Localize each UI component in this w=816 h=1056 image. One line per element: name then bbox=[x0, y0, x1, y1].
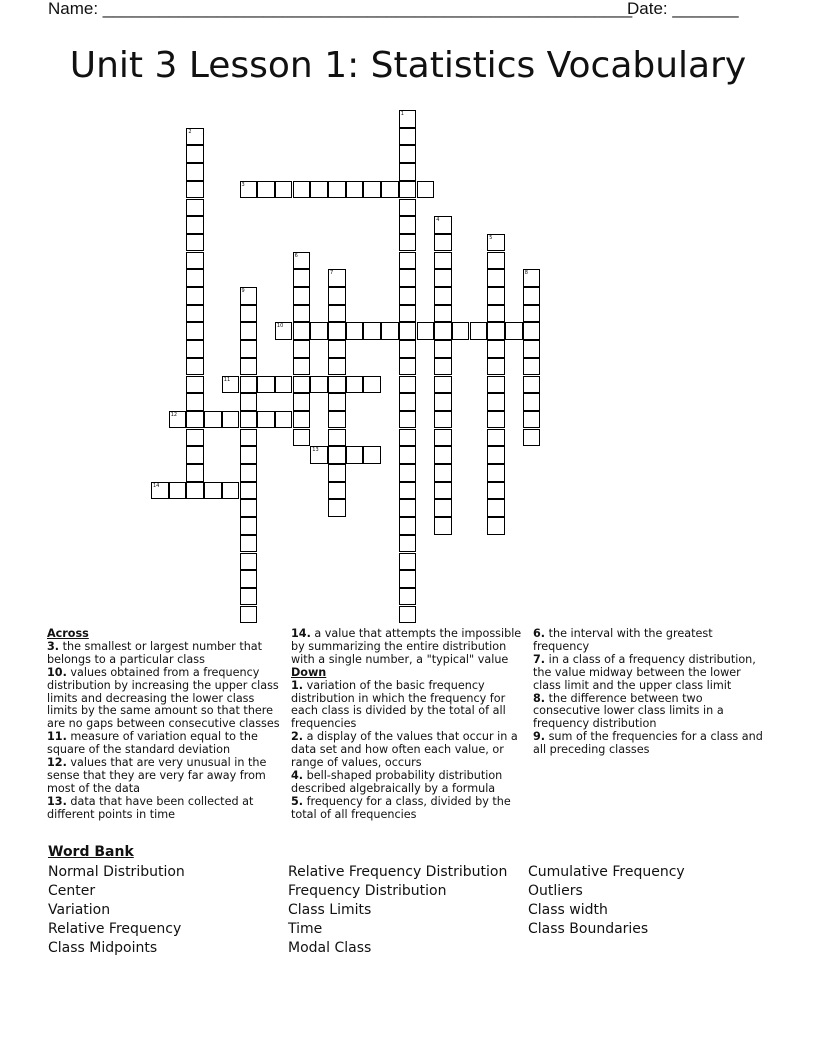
crossword-cell[interactable] bbox=[399, 358, 417, 376]
crossword-cell[interactable] bbox=[186, 216, 204, 234]
crossword-cell[interactable] bbox=[434, 322, 452, 340]
crossword-cell[interactable] bbox=[240, 535, 258, 553]
crossword-cell[interactable] bbox=[399, 376, 417, 394]
clue-number: 7 bbox=[330, 270, 334, 277]
crossword-cell[interactable] bbox=[399, 340, 417, 358]
word-bank-item: Modal Class bbox=[288, 940, 372, 956]
crossword-cell[interactable] bbox=[328, 287, 346, 305]
crossword-cell[interactable] bbox=[487, 358, 505, 376]
crossword-cell[interactable] bbox=[346, 376, 364, 394]
crossword-cell[interactable] bbox=[328, 181, 346, 199]
crossword-cell[interactable] bbox=[328, 482, 346, 500]
down-clue-8: 8. the difference between two consecutive lower class limits in a frequency distribution bbox=[533, 691, 724, 731]
crossword-cell[interactable] bbox=[186, 287, 204, 305]
crossword-cell[interactable] bbox=[399, 588, 417, 606]
clue-number: 11 bbox=[223, 376, 231, 383]
page-title: Unit 3 Lesson 1: Statistics Vocabulary bbox=[69, 45, 747, 86]
crossword-cell[interactable] bbox=[487, 305, 505, 323]
crossword-cell[interactable] bbox=[417, 181, 435, 199]
crossword-cell[interactable] bbox=[399, 199, 417, 217]
crossword-cell[interactable] bbox=[310, 446, 328, 464]
crossword-cell[interactable] bbox=[487, 269, 505, 287]
clue-number: 1 bbox=[400, 111, 404, 117]
crossword-cell[interactable] bbox=[434, 393, 452, 411]
crossword-cell[interactable] bbox=[293, 393, 311, 411]
crossword-cell[interactable] bbox=[363, 446, 381, 464]
down-clue-1: 1. variation of the basic frequency distribution in which the frequency for each class is divided by the total of all frequencies bbox=[291, 678, 506, 731]
crossword-cell[interactable] bbox=[257, 376, 275, 394]
crossword-cell[interactable] bbox=[487, 446, 505, 464]
crossword-cell[interactable] bbox=[310, 376, 328, 394]
clue-number: 2 bbox=[188, 128, 192, 135]
crossword-cell[interactable] bbox=[399, 128, 417, 146]
crossword-cell[interactable] bbox=[240, 358, 258, 376]
down-heading: Down bbox=[291, 665, 327, 679]
crossword-cell[interactable] bbox=[399, 252, 417, 270]
crossword-cell[interactable] bbox=[204, 482, 222, 500]
crossword-cell[interactable] bbox=[399, 482, 417, 500]
word-bank-item: Cumulative Frequency bbox=[528, 864, 685, 880]
crossword-cell[interactable] bbox=[346, 181, 364, 199]
word-bank-item: Variation bbox=[48, 902, 111, 918]
word-bank-item: Center bbox=[48, 883, 96, 899]
crossword-cell[interactable] bbox=[169, 411, 187, 429]
crossword-cell[interactable] bbox=[328, 305, 346, 323]
clue-number: 5 bbox=[489, 234, 493, 241]
crossword-cell[interactable] bbox=[417, 322, 435, 340]
crossword-cell[interactable] bbox=[434, 305, 452, 323]
crossword-cell[interactable] bbox=[310, 181, 328, 199]
crossword-cell[interactable] bbox=[523, 393, 541, 411]
word-bank-item: Class Limits bbox=[288, 902, 372, 918]
crossword-cell[interactable] bbox=[240, 553, 258, 571]
crossword-cell[interactable] bbox=[186, 411, 204, 429]
across-clue-10: 10. values obtained from a frequency distribution by increasing the upper class limits and decreasing the lower class limits by the same amount so that there are no gaps between consecutive classes bbox=[47, 665, 280, 731]
crossword-cell[interactable] bbox=[328, 446, 346, 464]
word-bank-item: Time bbox=[288, 921, 323, 937]
crossword-cell[interactable] bbox=[186, 340, 204, 358]
crossword-cell[interactable] bbox=[523, 269, 541, 287]
crossword-cell[interactable] bbox=[399, 446, 417, 464]
across-clue-11: 11. measure of variation equal to the square of the standard deviation bbox=[47, 730, 258, 757]
word-bank-title: Word Bank bbox=[48, 844, 134, 860]
crossword-cell[interactable] bbox=[328, 499, 346, 517]
crossword-cell[interactable] bbox=[399, 464, 417, 482]
down-clue-2: 2. a display of the values that occur in a data set and how often each value, or range of values, occurs bbox=[291, 730, 518, 770]
word-bank-grid bbox=[48, 863, 778, 958]
clue-number: 14 bbox=[153, 482, 160, 489]
crossword-cell[interactable] bbox=[487, 252, 505, 270]
crossword-cell[interactable] bbox=[523, 429, 541, 447]
crossword-cell[interactable] bbox=[434, 446, 452, 464]
clue-number: 8 bbox=[524, 270, 528, 277]
crossword-cell[interactable] bbox=[399, 110, 417, 128]
crossword-cell[interactable] bbox=[470, 322, 488, 340]
crossword-cell[interactable] bbox=[434, 482, 452, 500]
crossword-cell[interactable] bbox=[346, 446, 364, 464]
crossword-cell[interactable] bbox=[186, 269, 204, 287]
crossword-cell[interactable] bbox=[240, 287, 258, 305]
crossword-cell[interactable] bbox=[328, 429, 346, 447]
crossword-cell[interactable] bbox=[381, 322, 399, 340]
crossword-cell[interactable] bbox=[363, 376, 381, 394]
crossword-cell[interactable] bbox=[434, 252, 452, 270]
word-bank-item: Outliers bbox=[528, 883, 583, 899]
across-clue-13: 13. data that have been collected at different points in time bbox=[47, 794, 254, 821]
crossword-cell[interactable] bbox=[434, 340, 452, 358]
crossword-cell[interactable] bbox=[240, 305, 258, 323]
crossword-cell[interactable] bbox=[434, 234, 452, 252]
crossword-cell[interactable] bbox=[293, 181, 311, 199]
crossword-cell[interactable] bbox=[399, 216, 417, 234]
crossword-cell[interactable] bbox=[151, 482, 169, 500]
crossword-cell[interactable] bbox=[240, 411, 258, 429]
crossword-cell[interactable] bbox=[399, 429, 417, 447]
crossword-cell[interactable] bbox=[381, 181, 399, 199]
crossword-cell[interactable] bbox=[293, 287, 311, 305]
clue-number: 3 bbox=[241, 181, 245, 188]
crossword-cell[interactable] bbox=[186, 305, 204, 323]
crossword-cell[interactable] bbox=[240, 517, 258, 535]
crossword-cell[interactable] bbox=[186, 393, 204, 411]
crossword-cell[interactable] bbox=[293, 429, 311, 447]
across-clue-14: 14. a value that attempts the impossible by summarizing the entire distribution with a single number, a "typical" value bbox=[291, 627, 522, 666]
clue-number: 12 bbox=[170, 411, 178, 418]
crossword-cell[interactable] bbox=[487, 464, 505, 482]
crossword-cell[interactable] bbox=[399, 393, 417, 411]
crossword-cell[interactable] bbox=[328, 269, 346, 287]
clue-number: 10 bbox=[276, 323, 284, 330]
crossword-cell[interactable] bbox=[487, 322, 505, 340]
crossword-cell[interactable] bbox=[240, 340, 258, 358]
crossword-cell[interactable] bbox=[487, 393, 505, 411]
clues-column-3 bbox=[533, 628, 771, 757]
crossword-cell[interactable] bbox=[523, 411, 541, 429]
clue-number: 9 bbox=[241, 288, 245, 294]
crossword-cell[interactable] bbox=[399, 570, 417, 588]
crossword-cell[interactable] bbox=[240, 376, 258, 394]
across-heading: Across bbox=[47, 627, 89, 640]
crossword-cell[interactable] bbox=[293, 358, 311, 376]
crossword-cell[interactable] bbox=[434, 376, 452, 394]
word-bank-item: Class Midpoints bbox=[48, 940, 158, 956]
crossword-cell[interactable] bbox=[399, 269, 417, 287]
crossword-cell[interactable] bbox=[240, 499, 258, 517]
crossword-cell[interactable] bbox=[293, 376, 311, 394]
crossword-cell[interactable] bbox=[310, 322, 328, 340]
crossword-cell[interactable] bbox=[222, 411, 240, 429]
crossword-cell[interactable] bbox=[399, 517, 417, 535]
crossword-cell[interactable] bbox=[487, 376, 505, 394]
crossword-cell[interactable] bbox=[186, 429, 204, 447]
across-clue-3: 3. the smallest or largest number that belongs to a particular class bbox=[47, 639, 263, 666]
crossword-cell[interactable] bbox=[434, 287, 452, 305]
crossword-cell[interactable] bbox=[186, 181, 204, 199]
word-bank-item: Class Boundaries bbox=[528, 921, 649, 937]
crossword-cell[interactable] bbox=[186, 163, 204, 181]
crossword-cell[interactable] bbox=[275, 376, 293, 394]
crossword-cell[interactable] bbox=[222, 376, 240, 394]
crossword-cell[interactable] bbox=[293, 411, 311, 429]
crossword-cell[interactable] bbox=[434, 269, 452, 287]
word-bank-item: Relative Frequency bbox=[48, 921, 182, 937]
crossword-cell[interactable] bbox=[399, 499, 417, 517]
crossword-cell[interactable] bbox=[240, 429, 258, 447]
crossword-cell[interactable] bbox=[434, 358, 452, 376]
clue-number: 6 bbox=[294, 252, 298, 259]
crossword-cell[interactable] bbox=[487, 411, 505, 429]
crossword-cell[interactable] bbox=[240, 322, 258, 340]
word-bank-item: Normal Distribution bbox=[48, 864, 185, 880]
crossword-cell[interactable] bbox=[399, 163, 417, 181]
crossword-cell[interactable] bbox=[487, 517, 505, 535]
crossword-cell[interactable] bbox=[434, 517, 452, 535]
crossword-cell[interactable] bbox=[434, 411, 452, 429]
clues-column-2 bbox=[291, 628, 529, 822]
crossword-cell[interactable] bbox=[487, 499, 505, 517]
crossword-cell[interactable] bbox=[523, 287, 541, 305]
crossword-cell[interactable] bbox=[487, 482, 505, 500]
crossword-cell[interactable] bbox=[293, 252, 311, 270]
crossword-cell[interactable] bbox=[399, 234, 417, 252]
crossword-cell[interactable] bbox=[523, 340, 541, 358]
down-clue-6: 6. the interval with the greatest frequency bbox=[533, 627, 713, 653]
crossword-cell[interactable] bbox=[399, 606, 417, 624]
crossword-cell[interactable] bbox=[399, 181, 417, 199]
crossword-cell[interactable] bbox=[240, 393, 258, 411]
across-clue-12: 12. values that are very unusual in the sense that they are very far away from most of the data bbox=[47, 756, 267, 795]
crossword-cell[interactable] bbox=[240, 446, 258, 464]
crossword-cell[interactable] bbox=[399, 411, 417, 429]
crossword-cell[interactable] bbox=[328, 340, 346, 358]
crossword-cell[interactable] bbox=[328, 322, 346, 340]
crossword-cell[interactable] bbox=[222, 482, 240, 500]
crossword-cell[interactable] bbox=[328, 358, 346, 376]
word-bank-item: Frequency Distribution bbox=[288, 883, 447, 899]
crossword-cell[interactable] bbox=[328, 376, 346, 394]
name-field-label[interactable]: Name: ________________________________________________________ bbox=[48, 0, 633, 18]
date-field-label[interactable]: Date: _______ bbox=[627, 0, 739, 18]
crossword-cell[interactable] bbox=[452, 322, 470, 340]
crossword-cell[interactable] bbox=[487, 234, 505, 252]
crossword-cell[interactable] bbox=[240, 464, 258, 482]
crossword-cell[interactable] bbox=[275, 411, 293, 429]
crossword-cell[interactable] bbox=[434, 216, 452, 234]
crossword-cell[interactable] bbox=[293, 269, 311, 287]
crossword-cell[interactable] bbox=[523, 358, 541, 376]
crossword-cell[interactable] bbox=[293, 340, 311, 358]
crossword-cell[interactable] bbox=[399, 305, 417, 323]
crossword-cell[interactable] bbox=[434, 499, 452, 517]
crossword-cell[interactable] bbox=[523, 305, 541, 323]
word-bank-item: Relative Frequency Distribution bbox=[288, 864, 508, 880]
crossword-cell[interactable] bbox=[186, 234, 204, 252]
crossword-cell[interactable] bbox=[505, 322, 523, 340]
crossword-cell[interactable] bbox=[328, 464, 346, 482]
crossword-cell[interactable] bbox=[186, 446, 204, 464]
clue-number: 13 bbox=[312, 447, 319, 454]
crossword-cell[interactable] bbox=[186, 464, 204, 482]
crossword-cell[interactable] bbox=[399, 145, 417, 163]
crossword-cell[interactable] bbox=[186, 482, 204, 500]
crossword-cell[interactable] bbox=[434, 429, 452, 447]
crossword-cell[interactable] bbox=[328, 411, 346, 429]
word-bank-item: Class width bbox=[528, 902, 608, 918]
crossword-cell[interactable] bbox=[186, 128, 204, 146]
down-clue-4: 4. bell-shaped probability distribution described algebraically by a formula bbox=[291, 768, 503, 795]
word-bank bbox=[48, 844, 778, 958]
crossword-cell[interactable] bbox=[523, 322, 541, 340]
crossword-cell[interactable] bbox=[399, 535, 417, 553]
crossword-cell[interactable] bbox=[240, 570, 258, 588]
crossword-cell[interactable] bbox=[240, 588, 258, 606]
crossword-cell[interactable] bbox=[293, 305, 311, 323]
crossword-cell[interactable] bbox=[328, 393, 346, 411]
crossword-cell[interactable] bbox=[399, 322, 417, 340]
crossword-cell[interactable] bbox=[186, 322, 204, 340]
crossword-cell[interactable] bbox=[487, 429, 505, 447]
down-clue-9: 9. sum of the frequencies for a class and all preceding classes bbox=[533, 730, 763, 757]
crossword-cell[interactable] bbox=[293, 322, 311, 340]
clues-column-1 bbox=[47, 628, 285, 822]
crossword-cell[interactable] bbox=[523, 376, 541, 394]
crossword-cell[interactable] bbox=[434, 464, 452, 482]
crossword-cell[interactable] bbox=[169, 482, 187, 500]
crossword-cell[interactable] bbox=[487, 340, 505, 358]
crossword-cell[interactable] bbox=[346, 322, 364, 340]
crossword-cell[interactable] bbox=[257, 411, 275, 429]
down-clue-7: 7. in a class of a frequency distribution, the value midway between the lower class limit and the upper class limit bbox=[533, 652, 756, 692]
crossword-cell[interactable] bbox=[257, 181, 275, 199]
crossword-cell[interactable] bbox=[186, 252, 204, 270]
crossword-cell[interactable] bbox=[275, 322, 293, 340]
crossword-cell[interactable] bbox=[186, 199, 204, 217]
crossword-cell[interactable] bbox=[240, 482, 258, 500]
crossword-cell[interactable] bbox=[186, 145, 204, 163]
crossword-cell[interactable] bbox=[186, 358, 204, 376]
crossword-cell[interactable] bbox=[240, 181, 258, 199]
crossword-cell[interactable] bbox=[363, 181, 381, 199]
crossword-cell[interactable] bbox=[240, 606, 258, 624]
crossword-cell[interactable] bbox=[399, 553, 417, 571]
crossword-cell[interactable] bbox=[204, 411, 222, 429]
crossword-cell[interactable] bbox=[399, 287, 417, 305]
crossword-cell[interactable] bbox=[363, 322, 381, 340]
crossword-cell[interactable] bbox=[275, 181, 293, 199]
down-clue-5: 5. frequency for a class, divided by the total of all frequencies bbox=[291, 794, 511, 821]
crossword-cell[interactable] bbox=[487, 287, 505, 305]
clue-number: 4 bbox=[436, 217, 440, 224]
crossword-cell[interactable] bbox=[186, 376, 204, 394]
